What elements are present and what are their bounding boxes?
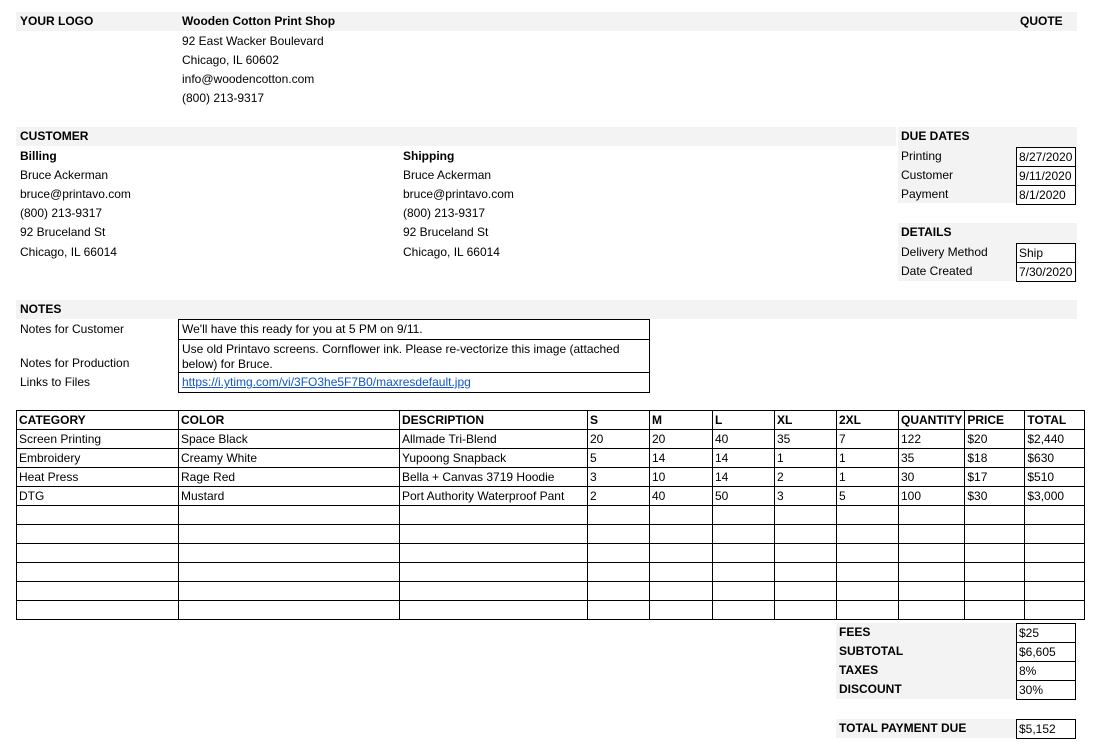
table-cell-empty[interactable]	[713, 525, 775, 544]
table-cell-s[interactable]: 3	[588, 468, 650, 487]
table-cell-empty[interactable]	[588, 582, 650, 601]
table-cell-total[interactable]: $510	[1025, 468, 1085, 487]
table-cell-empty[interactable]	[179, 582, 400, 601]
shipping-name: Bruce Ackerman	[403, 168, 492, 182]
table-cell-description[interactable]: Port Authority Waterproof Pant	[400, 487, 588, 506]
table-cell-empty[interactable]	[400, 582, 588, 601]
table-cell-l[interactable]: 40	[713, 430, 775, 449]
table-cell-empty[interactable]	[899, 525, 965, 544]
table-cell-s[interactable]: 2	[588, 487, 650, 506]
doc-type-title: QUOTE	[1020, 14, 1063, 28]
table-cell-empty[interactable]	[899, 506, 965, 525]
table-cell-empty[interactable]	[588, 506, 650, 525]
due-customer-label: Customer	[901, 168, 954, 182]
billing-label: Billing	[20, 149, 57, 163]
table-cell-empty[interactable]	[965, 544, 1025, 563]
table-cell-empty[interactable]	[400, 525, 588, 544]
billing-street: 92 Bruceland St	[20, 225, 106, 239]
line-items-table	[16, 410, 1085, 620]
table-cell-empty[interactable]	[899, 582, 965, 601]
table-cell-empty[interactable]	[965, 525, 1025, 544]
table-cell-empty[interactable]	[17, 563, 179, 582]
shipping-email: bruce@printavo.com	[403, 187, 514, 201]
table-cell-empty[interactable]	[400, 544, 588, 563]
table-body	[17, 430, 1085, 620]
table-cell-empty[interactable]	[713, 601, 775, 620]
table-row-empty	[17, 506, 1085, 525]
total-due-value[interactable]: $5,152	[1016, 719, 1076, 739]
table-cell-empty[interactable]	[837, 506, 899, 525]
table-cell-xl[interactable]: 35	[775, 430, 837, 449]
notes-customer-field[interactable]: We'll have this ready for you at 5 PM on 9/11.	[178, 319, 650, 340]
table-cell-m[interactable]: 10	[650, 468, 713, 487]
table-cell-empty[interactable]	[713, 506, 775, 525]
table-cell-quantity[interactable]: 30	[899, 468, 965, 487]
table-cell-empty[interactable]	[179, 506, 400, 525]
column-header-2xl: 2XL	[837, 411, 899, 430]
billing-email: bruce@printavo.com	[20, 187, 131, 201]
table-cell-color[interactable]: Rage Red	[179, 468, 400, 487]
table-cell-empty[interactable]	[588, 544, 650, 563]
notes-production-line2: below) for Bruce.	[182, 357, 273, 371]
shop-email: info@woodencotton.com	[182, 72, 315, 86]
table-cell-category[interactable]: DTG	[17, 487, 179, 506]
shipping-city: Chicago, IL 66014	[403, 245, 500, 259]
customer-heading: CUSTOMER	[20, 129, 89, 143]
table-cell-empty[interactable]	[1025, 506, 1085, 525]
table-cell-color[interactable]: Space Black	[179, 430, 400, 449]
table-cell-total[interactable]: $630	[1025, 449, 1085, 468]
table-cell-empty[interactable]	[837, 563, 899, 582]
table-cell-color[interactable]: Creamy White	[179, 449, 400, 468]
table-header	[17, 411, 1085, 430]
date-created-label: Date Created	[901, 264, 973, 278]
table-cell-price[interactable]: $18	[965, 449, 1025, 468]
table-cell-empty[interactable]	[1025, 544, 1085, 563]
discount-value[interactable]: 30%	[1016, 680, 1076, 700]
table-cell-empty[interactable]	[965, 601, 1025, 620]
table-cell-empty[interactable]	[650, 563, 713, 582]
shop-address: 92 East Wacker Boulevard	[182, 34, 324, 48]
table-cell-empty[interactable]	[179, 563, 400, 582]
table-cell-price[interactable]: $17	[965, 468, 1025, 487]
table-cell-empty[interactable]	[179, 525, 400, 544]
table-cell-category[interactable]: Heat Press	[17, 468, 179, 487]
notes-production-line1: Use old Printavo screens. Cornflower ink. Please re-vectorize this image (attached	[182, 342, 620, 356]
table-cell-empty[interactable]	[1025, 601, 1085, 620]
subtotal-label: SUBTOTAL	[839, 644, 904, 658]
fees-value[interactable]: $25	[1016, 623, 1076, 643]
notes-band	[16, 300, 1077, 319]
delivery-method-label: Delivery Method	[901, 245, 988, 259]
due-payment-value[interactable]: 8/1/2020	[1016, 185, 1076, 205]
table-cell-empty[interactable]	[775, 582, 837, 601]
table-cell-m[interactable]: 14	[650, 449, 713, 468]
notes-production-field[interactable]	[178, 339, 650, 373]
table-cell-empty[interactable]	[1025, 582, 1085, 601]
table-cell-l[interactable]: 14	[713, 468, 775, 487]
table-row-empty	[17, 582, 1085, 601]
shipping-street: 92 Bruceland St	[403, 225, 489, 239]
column-header-quantity: QUANTITY	[899, 411, 965, 430]
billing-phone: (800) 213-9317	[20, 206, 103, 220]
table-row	[17, 449, 1085, 468]
table-cell-l[interactable]: 14	[713, 449, 775, 468]
shipping-phone: (800) 213-9317	[403, 206, 486, 220]
date-created-value[interactable]: 7/30/2020	[1016, 262, 1076, 282]
table-cell-empty[interactable]	[1025, 525, 1085, 544]
table-cell-empty[interactable]	[837, 601, 899, 620]
links-label: Links to Files	[20, 375, 91, 389]
table-cell-2xl[interactable]: 5	[837, 487, 899, 506]
shop-phone: (800) 213-9317	[182, 91, 265, 105]
table-cell-empty[interactable]	[650, 506, 713, 525]
header-band	[16, 12, 1077, 31]
table-cell-category[interactable]: Screen Printing	[17, 430, 179, 449]
table-cell-empty[interactable]	[400, 563, 588, 582]
table-cell-empty[interactable]	[179, 544, 400, 563]
shop-name: Wooden Cotton Print Shop	[182, 14, 336, 28]
table-row-empty	[17, 563, 1085, 582]
column-header-description: DESCRIPTION	[400, 411, 588, 430]
table-cell-color[interactable]: Mustard	[179, 487, 400, 506]
column-header-xl: XL	[775, 411, 837, 430]
shop-city: Chicago, IL 60602	[182, 53, 279, 67]
table-cell-empty[interactable]	[775, 506, 837, 525]
table-cell-empty[interactable]	[775, 525, 837, 544]
table-cell-description[interactable]: Bella + Canvas 3719 Hoodie	[400, 468, 588, 487]
table-cell-empty[interactable]	[713, 563, 775, 582]
shipping-label: Shipping	[403, 149, 455, 163]
table-row-empty	[17, 525, 1085, 544]
table-cell-empty[interactable]	[588, 525, 650, 544]
column-header-category: CATEGORY	[17, 411, 179, 430]
table-cell-empty[interactable]	[588, 563, 650, 582]
table-cell-empty[interactable]	[965, 506, 1025, 525]
due-printing-label: Printing	[901, 149, 942, 163]
table-row	[17, 430, 1085, 449]
table-cell-2xl[interactable]: 1	[837, 449, 899, 468]
table-cell-empty[interactable]	[965, 563, 1025, 582]
table-cell-empty[interactable]	[17, 506, 179, 525]
table-cell-2xl[interactable]: 7	[837, 430, 899, 449]
logo-placeholder: YOUR LOGO	[20, 14, 94, 28]
table-cell-quantity[interactable]: 35	[899, 449, 965, 468]
table-cell-description[interactable]: Yupoong Snapback	[400, 449, 588, 468]
table-cell-quantity[interactable]: 100	[899, 487, 965, 506]
due-dates-heading: DUE DATES	[901, 129, 970, 143]
table-cell-empty[interactable]	[400, 506, 588, 525]
table-cell-price[interactable]: $20	[965, 430, 1025, 449]
total-due-label: TOTAL PAYMENT DUE	[839, 721, 967, 735]
table-cell-category[interactable]: Embroidery	[17, 449, 179, 468]
file-link[interactable]: https://i.ytimg.com/vi/3FO3he5F7B0/maxresdefault.jpg	[182, 375, 471, 389]
column-header-s: S	[588, 411, 650, 430]
due-payment-label: Payment	[901, 187, 949, 201]
notes-production-label: Notes for Production	[20, 356, 130, 370]
table-cell-empty[interactable]	[650, 601, 713, 620]
table-cell-xl[interactable]: 1	[775, 449, 837, 468]
column-header-l: L	[713, 411, 775, 430]
table-cell-empty[interactable]	[650, 582, 713, 601]
billing-name: Bruce Ackerman	[20, 168, 109, 182]
table-cell-empty[interactable]	[775, 544, 837, 563]
table-cell-total[interactable]: $3,000	[1025, 487, 1085, 506]
table-cell-empty[interactable]	[899, 563, 965, 582]
table-cell-empty[interactable]	[775, 601, 837, 620]
table-cell-empty[interactable]	[17, 582, 179, 601]
due-printing-value[interactable]: 8/27/2020	[1016, 147, 1076, 167]
table-row	[17, 468, 1085, 487]
table-header-row	[17, 411, 1085, 430]
customer-band	[16, 127, 896, 146]
table-cell-l[interactable]: 50	[713, 487, 775, 506]
table-cell-empty[interactable]	[775, 563, 837, 582]
links-field	[178, 372, 650, 393]
table-cell-empty[interactable]	[17, 544, 179, 563]
table-cell-empty[interactable]	[650, 525, 713, 544]
details-heading: DETAILS	[901, 225, 952, 239]
subtotal-value[interactable]: $6,605	[1016, 642, 1076, 662]
table-cell-empty[interactable]	[1025, 563, 1085, 582]
table-cell-description[interactable]: Allmade Tri-Blend	[400, 430, 588, 449]
table-cell-empty[interactable]	[17, 601, 179, 620]
column-header-total: TOTAL	[1025, 411, 1085, 430]
taxes-value[interactable]: 8%	[1016, 661, 1076, 681]
due-customer-value[interactable]: 9/11/2020	[1016, 166, 1076, 186]
table-cell-total[interactable]: $2,440	[1025, 430, 1085, 449]
column-header-m: M	[650, 411, 713, 430]
table-cell-2xl[interactable]: 1	[837, 468, 899, 487]
table-cell-xl[interactable]: 2	[775, 468, 837, 487]
table-row	[17, 487, 1085, 506]
notes-heading: NOTES	[20, 302, 62, 316]
table-row-empty	[17, 601, 1085, 620]
table-cell-empty[interactable]	[713, 582, 775, 601]
table-row-empty	[17, 544, 1085, 563]
table-cell-m[interactable]: 40	[650, 487, 713, 506]
table-cell-empty[interactable]	[899, 601, 965, 620]
table-cell-empty[interactable]	[713, 544, 775, 563]
table-cell-s[interactable]: 5	[588, 449, 650, 468]
notes-customer-label: Notes for Customer	[20, 322, 125, 336]
table-cell-price[interactable]: $30	[965, 487, 1025, 506]
column-header-color: COLOR	[179, 411, 400, 430]
table-cell-empty[interactable]	[179, 601, 400, 620]
taxes-label: TAXES	[839, 663, 879, 677]
table-cell-empty[interactable]	[17, 525, 179, 544]
table-cell-empty[interactable]	[899, 544, 965, 563]
billing-city: Chicago, IL 66014	[20, 245, 117, 259]
table-cell-m[interactable]: 20	[650, 430, 713, 449]
table-cell-quantity[interactable]: 122	[899, 430, 965, 449]
table-cell-empty[interactable]	[650, 544, 713, 563]
discount-label: DISCOUNT	[839, 682, 902, 696]
table-cell-empty[interactable]	[588, 601, 650, 620]
column-header-price: PRICE	[965, 411, 1025, 430]
table-cell-empty[interactable]	[837, 582, 899, 601]
table-cell-empty[interactable]	[965, 582, 1025, 601]
table-cell-empty[interactable]	[837, 525, 899, 544]
table-cell-s[interactable]: 20	[588, 430, 650, 449]
fees-label: FEES	[839, 625, 871, 639]
delivery-method-value[interactable]: Ship	[1016, 243, 1076, 263]
table-cell-empty[interactable]	[400, 601, 588, 620]
table-cell-empty[interactable]	[837, 544, 899, 563]
table-cell-xl[interactable]: 3	[775, 487, 837, 506]
